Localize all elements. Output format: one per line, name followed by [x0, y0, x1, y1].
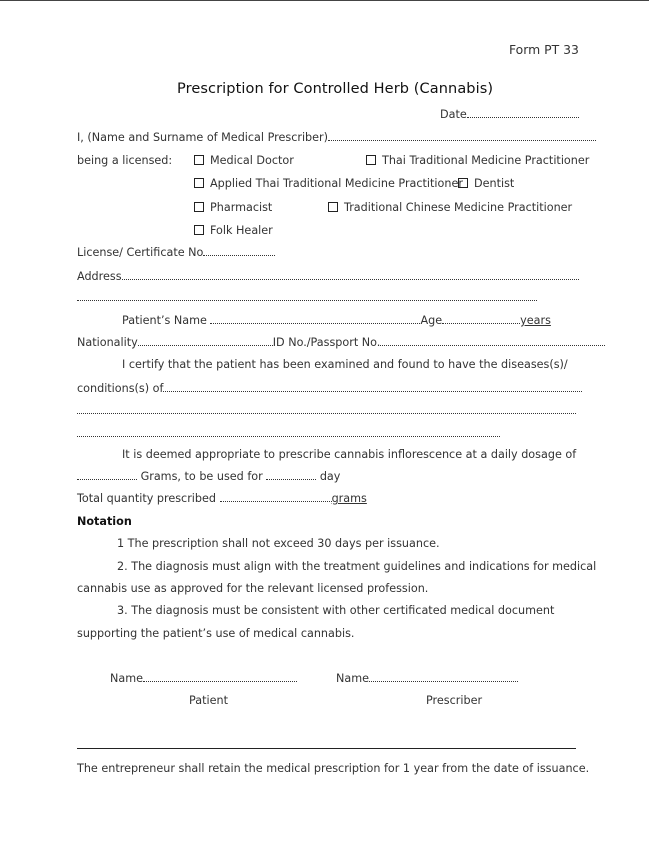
license-label: License/ Certificate No — [77, 246, 204, 259]
page-top-border — [0, 0, 649, 1]
grams-used-for-label: Grams, to be used for — [140, 470, 263, 483]
prescriber-caption: Prescriber — [426, 694, 483, 707]
patient-signature-row — [110, 672, 297, 686]
checkbox-icon[interactable] — [194, 225, 204, 235]
prescriber-signature-row — [336, 672, 518, 686]
total-label: Total quantity prescribed — [77, 492, 216, 505]
patient-name-label: Patient’s Name — [122, 314, 207, 327]
footer-divider — [77, 748, 576, 749]
date-label: Date — [440, 108, 467, 121]
prescriber-name-field[interactable] — [328, 131, 596, 141]
option-chinese-traditional[interactable] — [328, 201, 572, 215]
total-quantity-field[interactable] — [220, 492, 332, 502]
note-2-line-2: cannabis use as approved for the relevant licensed profession. — [77, 582, 429, 595]
dosage-row — [77, 470, 340, 484]
prescriber-name-label: I, (Name and Surname of Medical Prescriber) — [77, 131, 328, 144]
day-label: day — [319, 470, 341, 483]
option-label: Folk Healer — [210, 224, 273, 237]
option-label: Thai Traditional Medicine Practitioner — [382, 154, 590, 167]
patient-name-row — [122, 314, 551, 328]
years-label: years — [520, 314, 551, 327]
id-label: ID No./Passport No. — [272, 336, 381, 349]
option-folk-healer[interactable] — [194, 224, 273, 238]
age-field[interactable] — [442, 314, 520, 324]
option-dentist[interactable] — [458, 177, 514, 191]
dosage-text: It is deemed appropriate to prescribe cannabis inflorescence at a daily dosage of — [122, 448, 577, 461]
option-label: Applied Thai Traditional Medicine Practitioner — [210, 177, 463, 190]
prescriber-signature-field[interactable] — [369, 672, 518, 682]
address-field[interactable] — [122, 270, 579, 280]
nationality-label: Nationality — [77, 336, 138, 349]
address-field-line-2[interactable] — [77, 300, 537, 301]
date-row — [440, 108, 579, 122]
daily-dosage-field[interactable] — [77, 470, 137, 480]
checkbox-icon[interactable] — [194, 202, 204, 212]
conditions-field-line-3[interactable] — [77, 436, 500, 437]
option-label: Medical Doctor — [210, 154, 294, 167]
certify-text: I certify that the patient has been examined and found to have the diseases(s)/ — [122, 358, 568, 371]
patient-signature-field[interactable] — [143, 672, 297, 682]
option-label: Pharmacist — [210, 201, 273, 214]
conditions-field[interactable] — [163, 382, 582, 392]
checkbox-icon[interactable] — [366, 155, 376, 165]
option-applied-thai[interactable] — [194, 177, 463, 191]
grams-label: grams — [331, 492, 367, 505]
prescriber-name-row — [77, 131, 596, 145]
note-2-line-1: 2. The diagnosis must align with the treatment guidelines and indications for medical — [117, 560, 597, 573]
days-field[interactable] — [266, 470, 316, 480]
license-field[interactable] — [203, 246, 275, 256]
id-field[interactable] — [380, 336, 605, 346]
total-row — [77, 492, 367, 506]
patient-name-sign-label: Name — [110, 672, 144, 685]
nationality-row — [77, 336, 605, 350]
age-label: Age — [420, 314, 443, 327]
note-3-line-1: 3. The diagnosis must be consistent with other certificated medical document — [117, 604, 555, 617]
checkbox-icon[interactable] — [458, 178, 468, 188]
address-row — [77, 270, 579, 284]
patient-caption: Patient — [189, 694, 228, 707]
notation-heading: Notation — [77, 515, 132, 528]
checkbox-icon[interactable] — [194, 155, 204, 165]
option-thai-traditional[interactable] — [366, 154, 589, 168]
licensed-label: being a licensed: — [77, 154, 173, 167]
conditions-row — [77, 382, 582, 396]
footer-text: The entrepreneur shall retain the medical prescription for 1 year from the date of issuance. — [77, 762, 590, 775]
license-row — [77, 246, 275, 260]
option-label: Dentist — [474, 177, 515, 190]
form-number: Form PT 33 — [509, 42, 579, 57]
option-label: Traditional Chinese Medicine Practitioner — [344, 201, 573, 214]
checkbox-icon[interactable] — [194, 178, 204, 188]
checkbox-icon[interactable] — [328, 202, 338, 212]
patient-name-field[interactable] — [210, 314, 420, 324]
conditions-field-line-2[interactable] — [77, 413, 576, 414]
note-1: 1 The prescription shall not exceed 30 days per issuance. — [117, 537, 440, 550]
conditions-label: conditions(s) of — [77, 382, 164, 395]
address-label: Address — [77, 270, 122, 283]
page-title: Prescription for Controlled Herb (Cannabis) — [177, 81, 494, 97]
option-pharmacist[interactable] — [194, 201, 272, 215]
note-3-line-2: supporting the patient’s use of medical cannabis. — [77, 627, 355, 640]
option-medical-doctor[interactable] — [194, 154, 294, 168]
date-field[interactable] — [467, 108, 579, 118]
prescriber-name-sign-label: Name — [336, 672, 370, 685]
nationality-field[interactable] — [138, 336, 273, 346]
